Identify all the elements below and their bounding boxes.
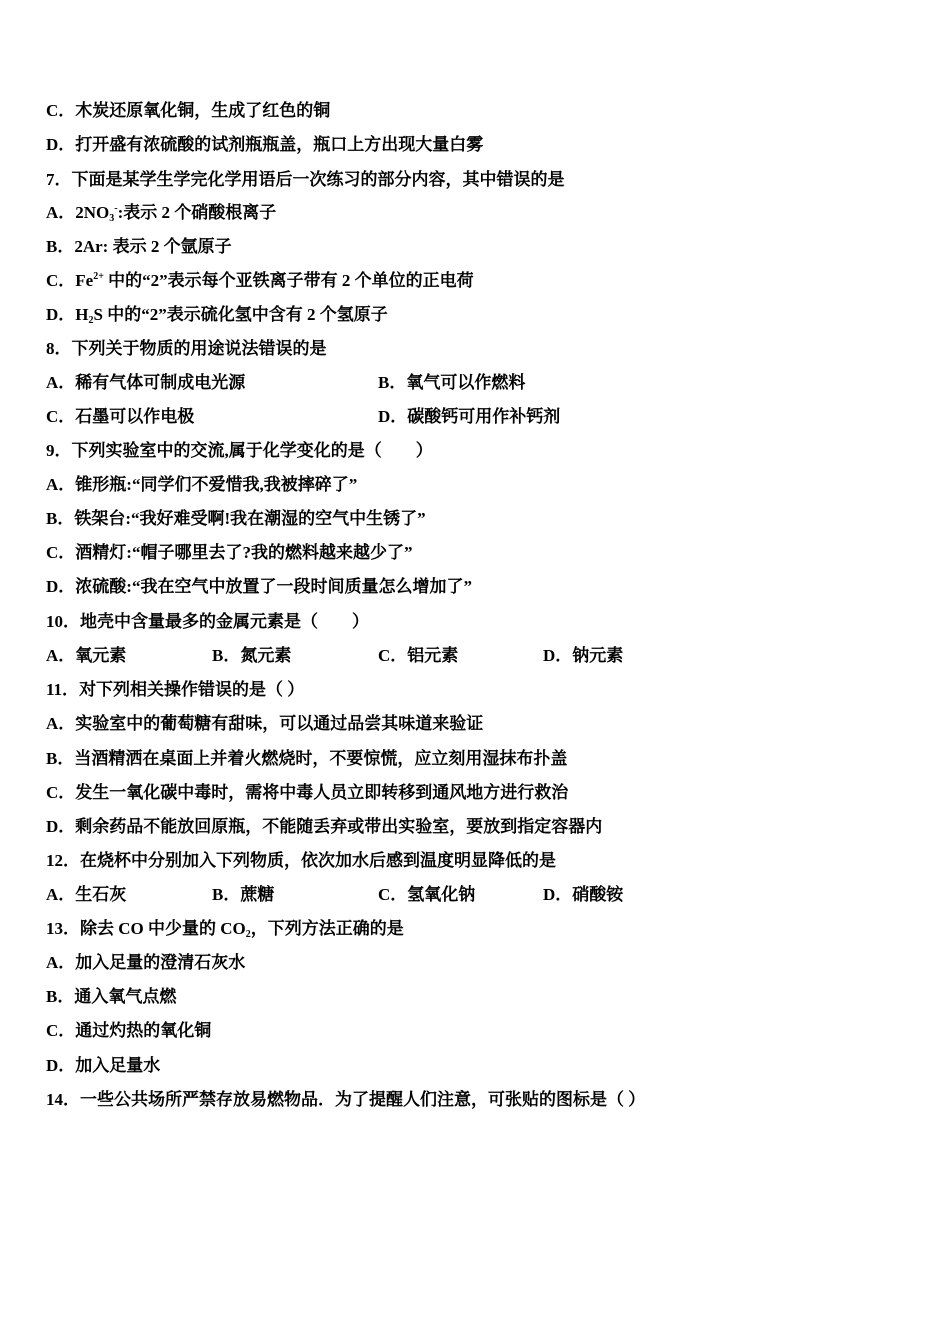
option-label: A．	[46, 953, 76, 972]
option-text: 石墨可以作电极	[75, 407, 195, 426]
q10-option-a	[46, 645, 126, 667]
q8-option-c	[46, 406, 194, 428]
q12-stem	[46, 850, 556, 872]
q6-option-c	[46, 100, 330, 122]
option-text: 加入足量的澄清石灰水	[75, 953, 246, 972]
option-text: 碳酸钙可用作补钙剂	[407, 407, 561, 426]
question-number: 14．	[46, 1090, 80, 1109]
option-text: 铝元素	[407, 646, 459, 665]
q8-option-b	[378, 372, 525, 394]
option-text: 通过灼热的氧化铜	[75, 1021, 212, 1040]
option-text: S 中的“2”表示硫化氢中含有 2 个氢原子	[93, 305, 388, 324]
q12-option-a	[46, 884, 126, 906]
q6-option-d	[46, 134, 483, 156]
option-label: C．	[46, 1021, 76, 1040]
option-label: A．	[46, 646, 76, 665]
q9-option-b	[46, 508, 426, 530]
q10-option-b	[212, 645, 291, 667]
q7-option-c	[46, 270, 474, 292]
option-text: 打开盛有浓硫酸的试剂瓶瓶盖，瓶口上方出现大量白雾	[75, 135, 484, 154]
q13-option-c	[46, 1020, 211, 1042]
q11-option-a	[46, 713, 483, 735]
option-text: :表示 2 个硝酸根离子	[117, 203, 277, 222]
q8-option-d	[378, 406, 560, 428]
subscript: 2	[245, 929, 251, 940]
option-label: A．	[46, 475, 76, 494]
option-text: 钠元素	[572, 646, 624, 665]
q9-stem	[46, 440, 433, 462]
q7-option-b	[46, 236, 232, 258]
question-number: 11．	[46, 680, 80, 699]
question-stem: 地壳中含量最多的金属元素是（ ）	[80, 612, 369, 631]
question-stem-tail: ，下列方法正确的是	[250, 919, 404, 938]
q11-option-c	[46, 782, 568, 804]
option-text: 2Ar: 表示 2 个氩原子	[74, 237, 232, 256]
option-text: 硝酸铵	[572, 885, 624, 904]
question-stem: 在烧杯中分别加入下列物质，依次加水后感到温度明显降低的是	[80, 851, 556, 870]
subscript: 3	[109, 213, 115, 224]
option-text: 氧气可以作燃料	[406, 373, 526, 392]
option-text: 木炭还原氧化铜，生成了红色的铜	[75, 101, 331, 120]
question-stem: 下列关于物质的用途说法错误的是	[71, 339, 327, 358]
formula-text: H	[75, 305, 89, 324]
question-stem: 下列实验室中的交流,属于化学变化的是（ ）	[71, 441, 433, 460]
option-text: 加入足量水	[75, 1056, 161, 1075]
option-label: D．	[46, 135, 76, 154]
option-text: 发生一氧化碳中毒时，需将中毒人员立即转移到通风地方进行救治	[75, 783, 569, 802]
option-text: 氮元素	[240, 646, 292, 665]
option-text: 当酒精洒在桌面上并着火燃烧时，不要惊慌，应立刻用湿抹布扑盖	[74, 749, 568, 768]
q10-option-c	[378, 645, 458, 667]
option-text: 生石灰	[75, 885, 127, 904]
option-label: D．	[543, 646, 573, 665]
q14-stem	[46, 1089, 645, 1111]
q10-option-d	[543, 645, 623, 667]
option-text: 剩余药品不能放回原瓶，不能随丢弃或带出实验室，要放到指定容器内	[75, 817, 603, 836]
q11-option-d	[46, 816, 602, 838]
option-label: B．	[46, 749, 75, 768]
option-label: A．	[46, 714, 76, 733]
question-number: 12．	[46, 851, 80, 870]
q12-option-c	[378, 884, 475, 906]
question-number: 9．	[46, 441, 72, 460]
superscript: -	[114, 203, 118, 214]
q9-option-d	[46, 576, 472, 598]
q7-option-a	[46, 202, 276, 224]
q8-option-a	[46, 372, 245, 394]
option-text: 酒精灯:“帽子哪里去了?我的燃料越来越少了”	[75, 543, 413, 562]
option-text: 浓硫酸:“我在空气中放置了一段时间质量怎么增加了”	[75, 577, 472, 596]
q10-stem	[46, 611, 369, 633]
option-label: B．	[46, 237, 75, 256]
question-stem: 对下列相关操作错误的是（ ）	[79, 680, 305, 699]
subscript: 2	[88, 315, 94, 326]
q13-stem	[46, 918, 404, 940]
q13-option-d	[46, 1055, 160, 1077]
superscript: 2+	[93, 271, 104, 282]
option-label: C．	[46, 783, 76, 802]
question-number: 10．	[46, 612, 80, 631]
question-number: 13．	[46, 919, 80, 938]
option-label: D．	[378, 407, 408, 426]
option-label: B．	[378, 373, 407, 392]
q9-option-a	[46, 474, 357, 496]
option-text: 氢氧化钠	[407, 885, 476, 904]
option-text: 氧元素	[75, 646, 127, 665]
option-text: 铁架台:“我好难受啊!我在潮湿的空气中生锈了”	[74, 509, 426, 528]
option-text: 中的“2”表示每个亚铁离子带有 2 个单位的正电荷	[103, 271, 474, 290]
option-label: B．	[46, 509, 75, 528]
option-text: 锥形瓶:“同学们不爱惜我,我被摔碎了”	[75, 475, 358, 494]
q8-stem	[46, 338, 327, 360]
option-label: B．	[46, 987, 75, 1006]
option-label: C．	[46, 543, 76, 562]
option-label: A．	[46, 373, 76, 392]
question-stem: 下面是某学生学完化学用语后一次练习的部分内容，其中错误的是	[71, 170, 565, 189]
q11-option-b	[46, 748, 567, 770]
question-number: 8．	[46, 339, 72, 358]
q12-option-d	[543, 884, 623, 906]
q7-stem	[46, 169, 565, 191]
option-text: 通入氧气点燃	[74, 987, 177, 1006]
option-text: 稀有气体可制成电光源	[75, 373, 246, 392]
q7-option-d	[46, 304, 388, 326]
q11-stem	[46, 679, 304, 701]
option-label: C．	[378, 885, 408, 904]
option-label: C．	[46, 271, 76, 290]
option-label: C．	[46, 101, 76, 120]
option-label: D．	[46, 577, 76, 596]
option-label: B．	[212, 885, 241, 904]
question-stem: 除去 CO 中少量的 CO	[80, 919, 246, 938]
option-text: 实验室中的葡萄糖有甜味，可以通过品尝其味道来验证	[75, 714, 484, 733]
option-label: B．	[212, 646, 241, 665]
option-text: 蔗糖	[240, 885, 275, 904]
option-label: C．	[378, 646, 408, 665]
option-label: D．	[46, 1056, 76, 1075]
option-label: A．	[46, 203, 76, 222]
formula-text: Fe	[75, 271, 94, 290]
q13-option-a	[46, 952, 245, 974]
q13-option-b	[46, 986, 176, 1008]
option-label: D．	[543, 885, 573, 904]
option-label: D．	[46, 817, 76, 836]
question-number: 7．	[46, 170, 72, 189]
q12-option-b	[212, 884, 274, 906]
q9-option-c	[46, 542, 412, 564]
option-label: C．	[46, 407, 76, 426]
formula-text: 2NO	[75, 203, 110, 222]
option-label: D．	[46, 305, 76, 324]
option-label: A．	[46, 885, 76, 904]
question-stem: 一些公共场所严禁存放易燃物品．为了提醒人们注意，可张贴的图标是（ ）	[80, 1090, 646, 1109]
